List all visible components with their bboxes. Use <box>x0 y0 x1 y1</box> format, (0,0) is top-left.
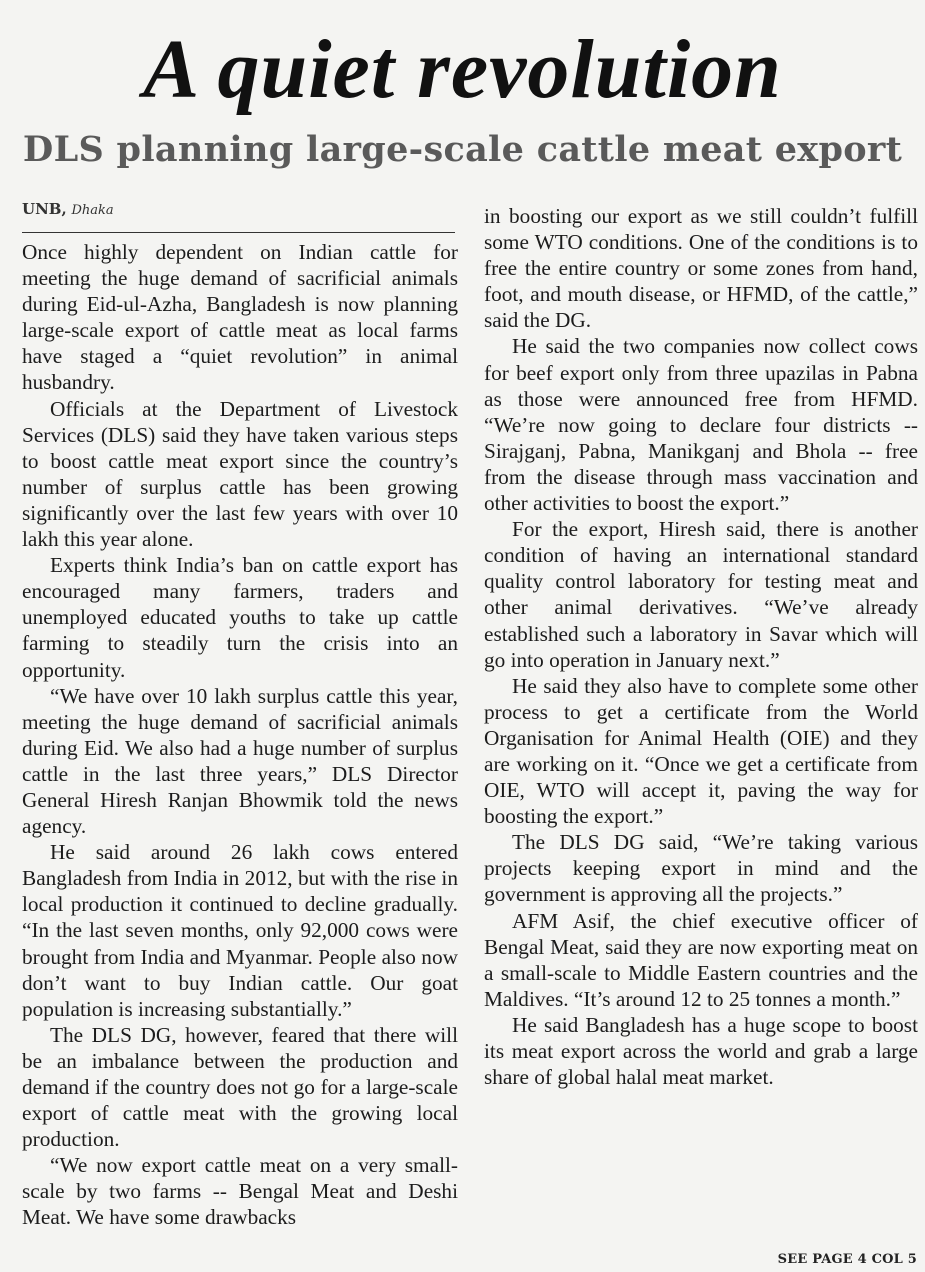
paragraph: The DLS DG said, “We’re taking various projects keeping export in mind and the government is approving all the projects.” <box>484 830 918 907</box>
byline-location: Dhaka <box>71 203 114 218</box>
jump-line: SEE PAGE 4 COL 5 <box>777 1252 917 1267</box>
paragraph: He said around 26 lakh cows entered Bangladesh from India in 2012, but with the rise in local production it continued to decline gradually. “In the last seven months, only 92,000 cows were brought from India and Myanmar. People also now don’t want to buy Indian cattle. Our goat population is increasing substantially.” <box>22 840 458 1021</box>
byline <box>22 200 114 218</box>
paragraph: in boosting our export as we still couldn’t fulfill some WTO conditions. One of the conditions is to free the entire country or some zones from hand, foot, and mouth disease, or HFMD, of the cattle,” said the DG. <box>484 204 918 333</box>
paragraph: Once highly dependent on Indian cattle for meeting the huge demand of sacrificial animals during Eid-ul-Azha, Bangladesh is now planning large-scale export of cattle meat as local farms have staged a “quiet revolution” in animal husbandry. <box>22 240 458 395</box>
subheadline: DLS planning large-scale cattle meat export <box>22 129 903 170</box>
paragraph: “We have over 10 lakh surplus cattle this year, meeting the huge demand of sacrificial animals during Eid. We also had a huge number of surplus cattle in the last three years,” DLS Director General Hiresh Ranjan Bhowmik told the news agency. <box>22 683 458 839</box>
byline-rule <box>22 232 455 233</box>
right-column <box>484 203 918 1090</box>
paragraph: Experts think India’s ban on cattle export has encouraged many farmers, traders and unemployed educated youths to take up cattle farming to steadily turn the crisis into an opportunity. <box>22 553 458 682</box>
left-column <box>22 239 458 1231</box>
byline-source: UNB, <box>22 200 67 218</box>
paragraph: AFM Asif, the chief executive officer of Bengal Meat, said they are now exporting meat on a small-scale to Middle Eastern countries and the Maldives. “It’s around 12 to 25 tonnes a month.” <box>484 908 918 1011</box>
paragraph: “We now export cattle meat on a very small-scale by two farms -- Bengal Meat and Deshi Meat. We have some drawbacks <box>22 1153 458 1230</box>
headline: A quiet revolution <box>143 23 782 116</box>
paragraph: Officials at the Department of Livestock Services (DLS) said they have taken various steps to boost cattle meat export since the country’s number of surplus cattle has been growing significantly over the last few years with over 10 lakh this year alone. <box>22 396 458 552</box>
paragraph: He said the two companies now collect cows for beef export only from three upazilas in Pabna as those were announced free from HFMD. “We’re now going to declare four districts -- Sirajganj, Pabna, Manikganj and Bhola -- free from the disease through mass vaccination and other activities to boost the export.” <box>484 334 918 516</box>
paragraph: The DLS DG, however, feared that there will be an imbalance between the production and demand if the country does not go for a large-scale export of cattle meat with the growing local production. <box>22 1022 458 1152</box>
paragraph: For the export, Hiresh said, there is another condition of having an international standard quality control laboratory for testing meat and other animal derivatives. “We’ve already established such a laboratory in Savar which will go into operation in January next.” <box>484 517 918 672</box>
paragraph: He said Bangladesh has a huge scope to boost its meat export across the world and grab a large share of global halal meat market. <box>484 1012 918 1090</box>
paragraph: He said they also have to complete some other process to get a certificate from the World Organisation for Animal Health (OIE) and they are working on it. “Once we get a certificate from OIE, WTO will accept it, paving the way for boosting the export.” <box>484 673 918 829</box>
